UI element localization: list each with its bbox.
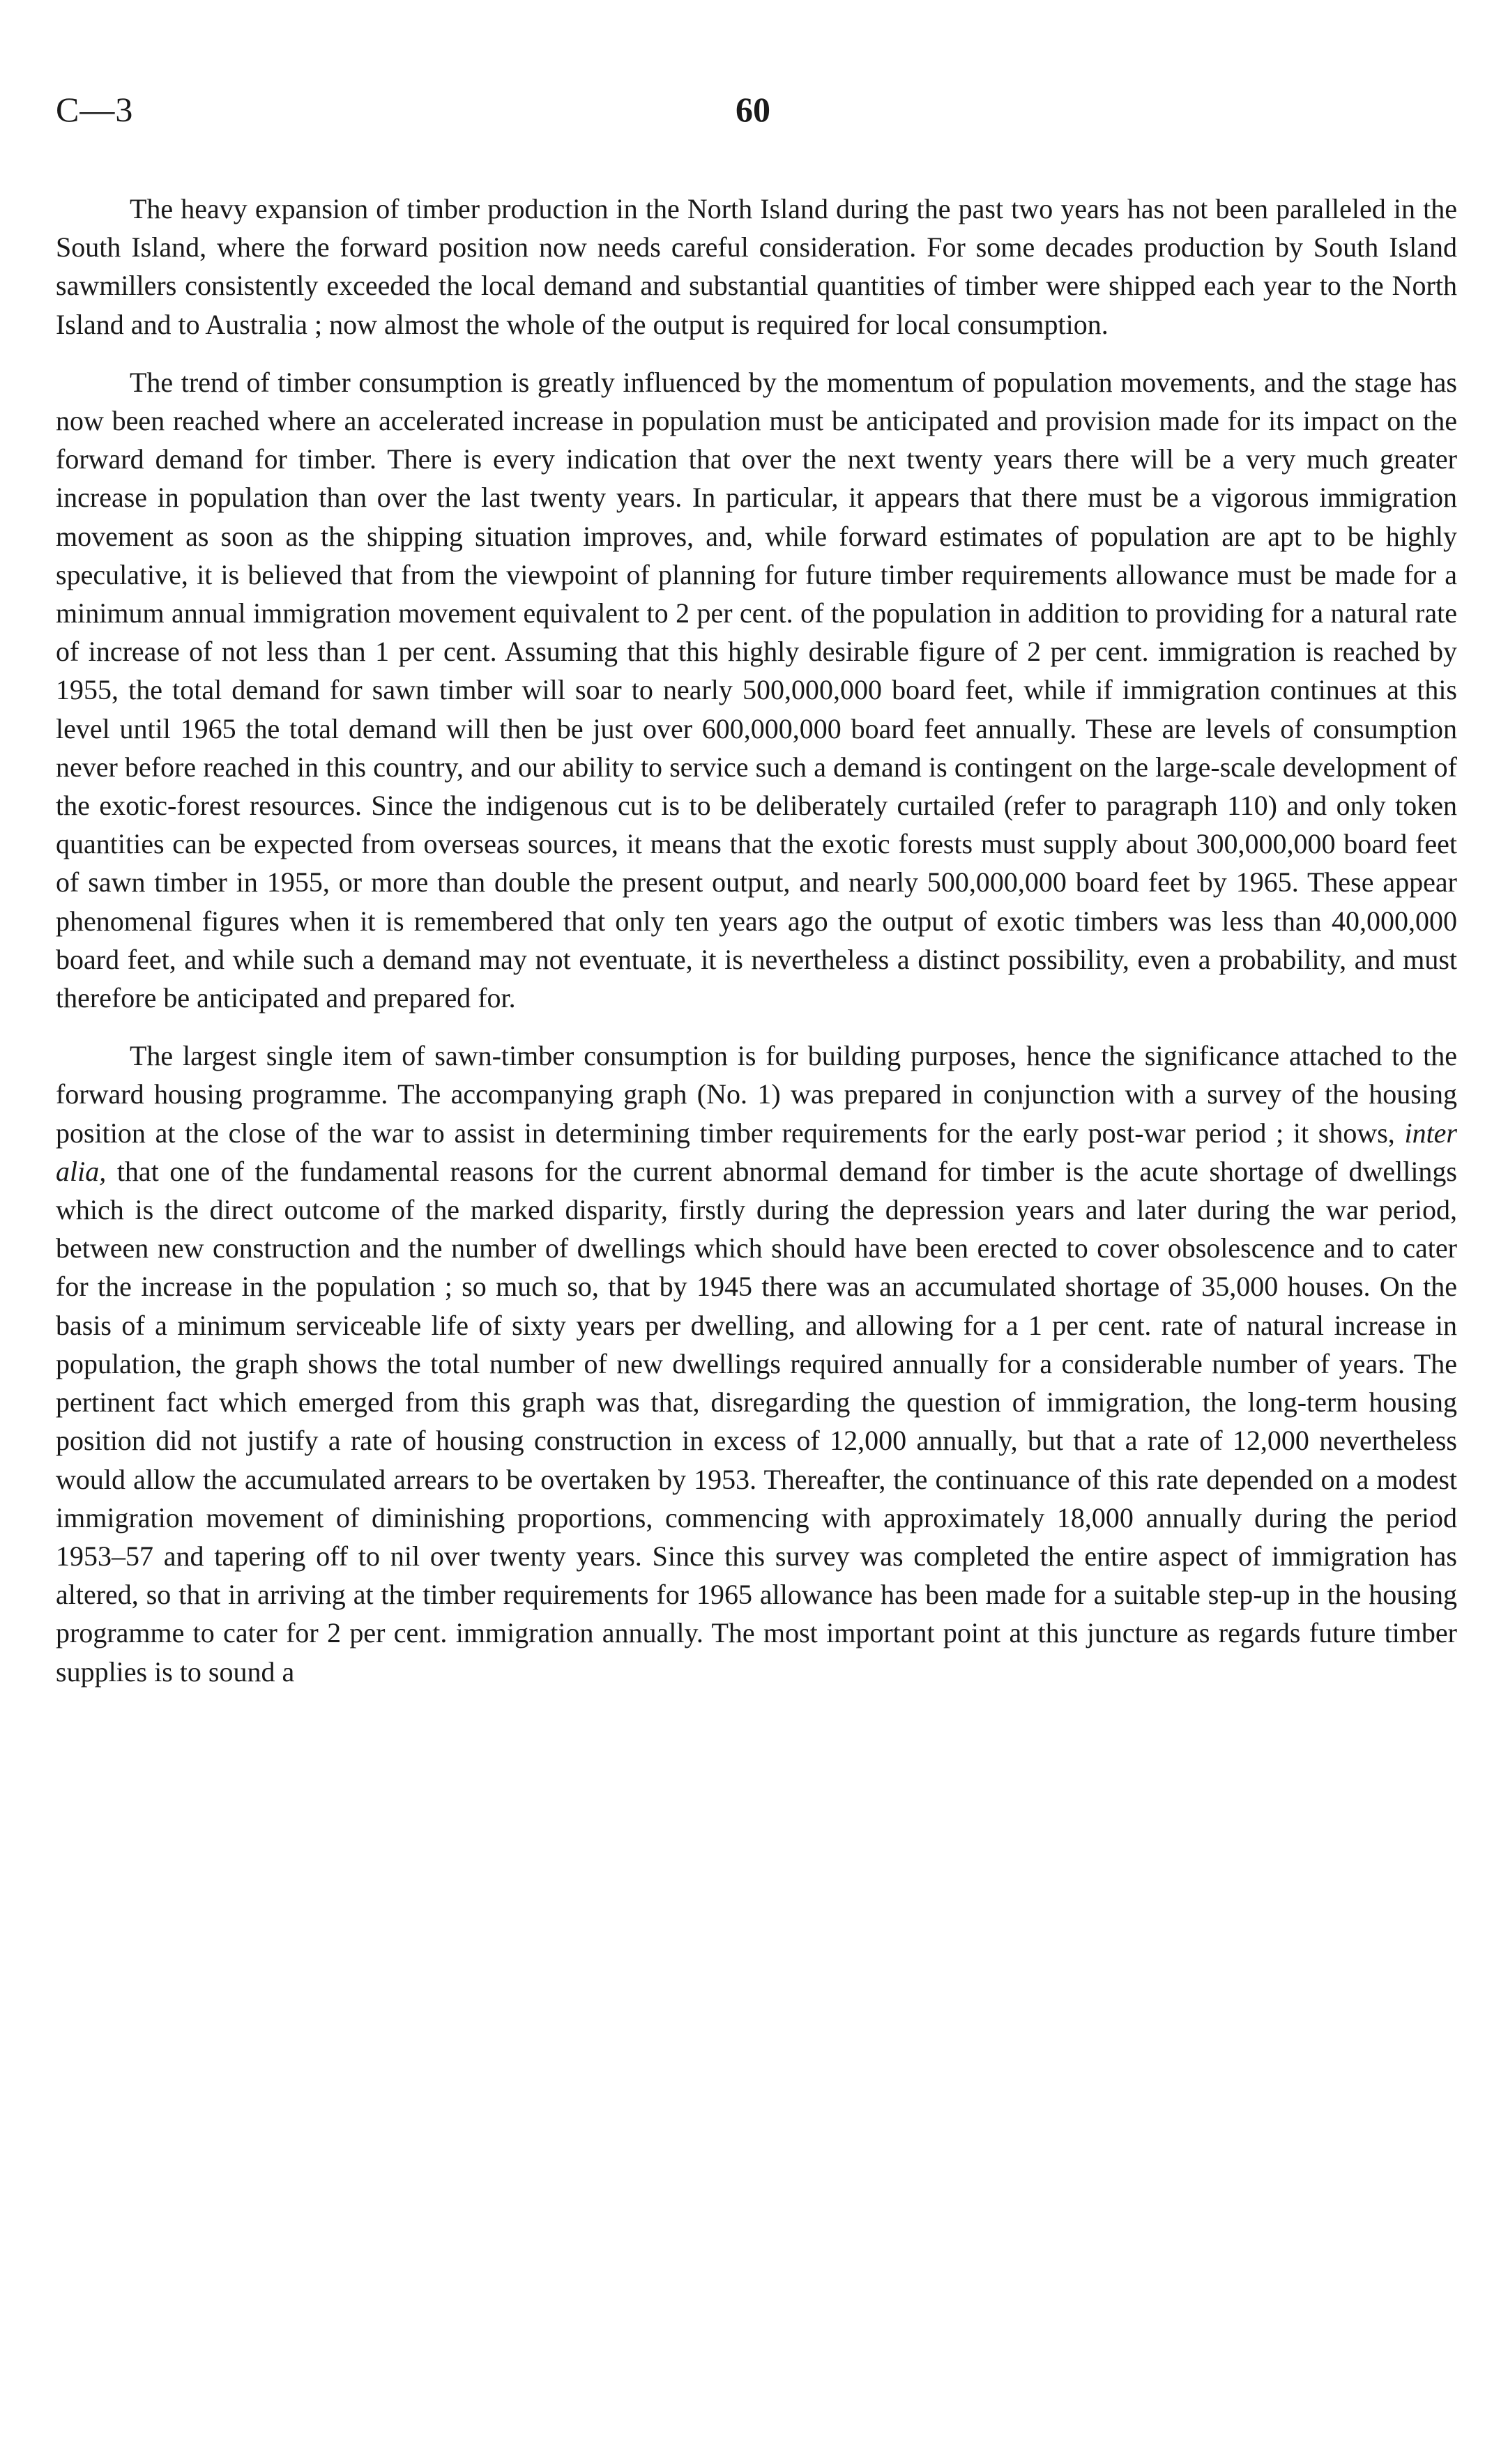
page-header [56, 89, 1457, 145]
paragraph-text-segment: that one of the fundamental reasons for the current abnormal demand for timber is the acute shortage of dwellings which is the direct outcome of the marked disparity, firstly during the depression years and later during the war period, between new construction and the number of dwellings which should have been erected to cover obsolescence and to cater for the increase in the population ; so much so, that by 1945 there was an accumulated shortage of 35,000 houses. On the basis of a minimum serviceable life of sixty years per dwelling, and allowing for a 1 per cent. rate of natural increase in population, the graph shows the total number of new dwellings required annually for a considerable number of years. The pertinent fact which emerged from this graph was that, disregarding the question of immigration, the long-term housing position did not justify a rate of housing construction in excess of 12,000 annually, but that a rate of 12,000 nevertheless would allow the accumulated arrears to be overtaken by 1953. Thereafter, the continuance of this rate depended on a modest immigration movement of diminishing proportions, commencing with approximately 18,000 annually during the period 1953–57 and tapering off to nil over twenty years. Since this survey was completed the entire aspect of immigration has altered, so that in arriving at the timber requirements for 1965 allowance has been made for a suitable step-up in the housing programme to cater for 2 per cent. immigration annually. The most important point at this juncture as regards future timber supplies is to sound a [56, 1155, 1457, 1688]
document-code: C—3 [56, 90, 134, 129]
paragraph-housing-programme [56, 1036, 1457, 1690]
paragraph-text-segment: The largest single item of sawn-timber consumption is for building purposes, hence the significance attached to the forward housing programme. The accompanying graph (No. 1) was prepared in conjunction with a survey of the housing position at the close of the war to assist in determining timber requirements for the early post-war period ; it shows, [56, 1040, 1457, 1149]
paragraph-timber-consumption-trend: The trend of timber consumption is greatly influenced by the momentum of population movements, and the stage has now been reached where an accelerated increase in population must be anticipated and provision made for its impact on the forward demand for timber. There is every indication that over the next twenty years there will be a very much greater increase in population than over the last twenty years. In particular, it appears that there must be a vigorous immigration movement as soon as the shipping situation improves, and, while forward estimates of population are apt to be highly speculative, it is believed that from the viewpoint of planning for future timber requirements allowance must be made for a minimum annual immigration movement equivalent to 2 per cent. of the population in addition to providing for a natural rate of increase of not less than 1 per cent. Assuming that this highly desirable figure of 2 per cent. immigration is reached by 1955, the total demand for sawn timber will soar to nearly 500,000,000 board feet, while if immigration continues at this level until 1965 the total demand will then be just over 600,000,000 board feet annually. These are levels of consumption never before reached in this country, and our ability to service such a demand is contingent on the large-scale development of the exotic-forest resources. Since the indigenous cut is to be deliberately curtailed (refer to paragraph 110) and only token quantities can be expected from overseas sources, it means that the exotic forests must supply about 300,000,000 board feet of sawn timber in 1955, or more than double the present output, and nearly 500,000,000 board feet by 1965. These appear phenomenal figures when it is remembered that only ten years ago the output of exotic timbers was less than 40,000,000 board feet, and while such a demand may not eventuate, it is nevertheless a distinct possibility, even a probability, and must therefore be anticipated and prepared for. [56, 366, 1457, 1014]
page-number: 60 [736, 90, 770, 129]
italic-phrase: inter alia, [56, 1117, 1457, 1187]
paragraph-south-island-production: The heavy expansion of timber production in the North Island during the past two years has not been paralleled in the South Island, where the forward position now needs careful consideration. For some decades production by South Island sawmillers consistently exceeded the local demand and substantial quantities of timber were shipped each year to the North Island and to Australia ; now almost the whole of the output is required for local consumption. [56, 193, 1457, 340]
body-text [56, 190, 1457, 1711]
